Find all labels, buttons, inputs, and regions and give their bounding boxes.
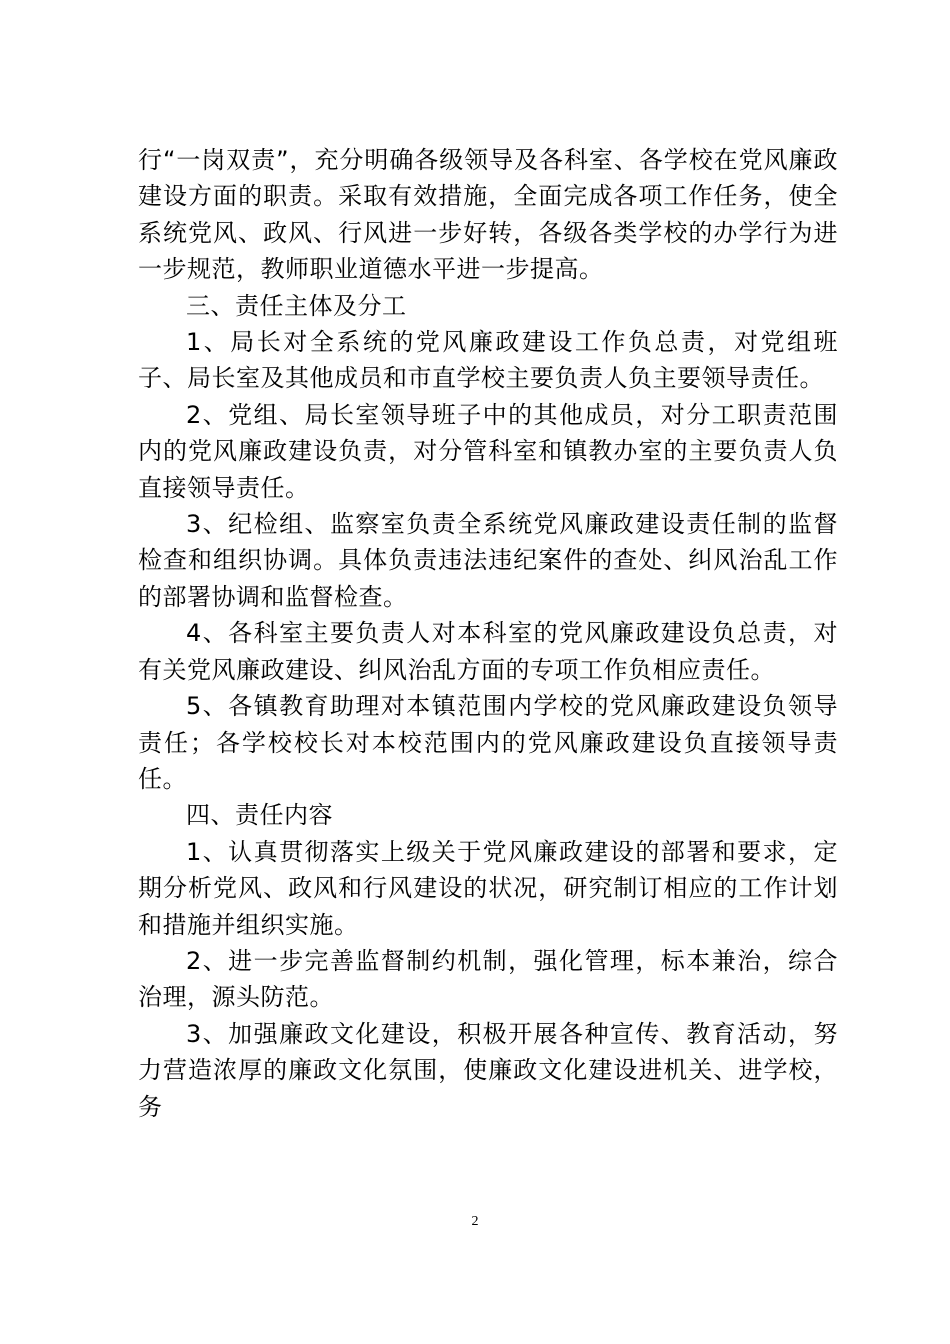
list-item: 4、各科室主要负责人对本科室的党风廉政建设负总责，对有关党风廉政建设、纠风治乱方面的专项工作负相应责任。 [138, 619, 838, 684]
page-number: 2 [471, 1214, 479, 1229]
section-heading-3: 三、责任主体及分工 [186, 291, 407, 320]
list-item: 3、纪检组、监察室负责全系统党风廉政建设责任制的监督检查和组织协调。具体负责违法违纪案件的查处、纠风治乱工作的部署协调和监督检查。 [138, 510, 838, 611]
list-item: 3、加强廉政文化建设，积极开展各种宣传、教育活动，努力营造浓厚的廉政文化氛围，使廉政文化建设进机关、进学校，务 [138, 1019, 838, 1121]
section-heading-4: 四、责任内容 [186, 801, 333, 830]
list-item: 1、认真贯彻落实上级关于党风廉政建设的部署和要求，定期分析党风、政风和行风建设的状况，研究制订相应的工作计划和措施并组织实施。 [138, 837, 838, 939]
list-item: 2、进一步完善监督制约机制，强化管理，标本兼治，综合治理，源头防范。 [138, 946, 838, 1012]
list-item: 5、各镇教育助理对本镇范围内学校的党风廉政建设负领导责任；各学校校长对本校范围内的党风廉政建设负直接领导责任。 [138, 692, 838, 793]
paragraph-continuation: 行“一岗双责”，充分明确各级领导及各科室、各学校在党风廉政建设方面的职责。采取有效措施，全面完成各项工作任务，使全系统党风、政风、行风进一步好转，各级各类学校的办学行为进一步规范，教师职业道德水平进一步提高。 [138, 146, 838, 284]
document-body [138, 142, 838, 1125]
list-item: 2、党组、局长室领导班子中的其他成员，对分工职责范围内的党风廉政建设负责，对分管科室和镇教办室的主要负责人负直接领导责任。 [138, 400, 838, 502]
list-item: 1、局长对全系统的党风廉政建设工作负总责，对党组班子、局长室及其他成员和市直学校主要负责人负主要领导责任。 [138, 328, 838, 393]
